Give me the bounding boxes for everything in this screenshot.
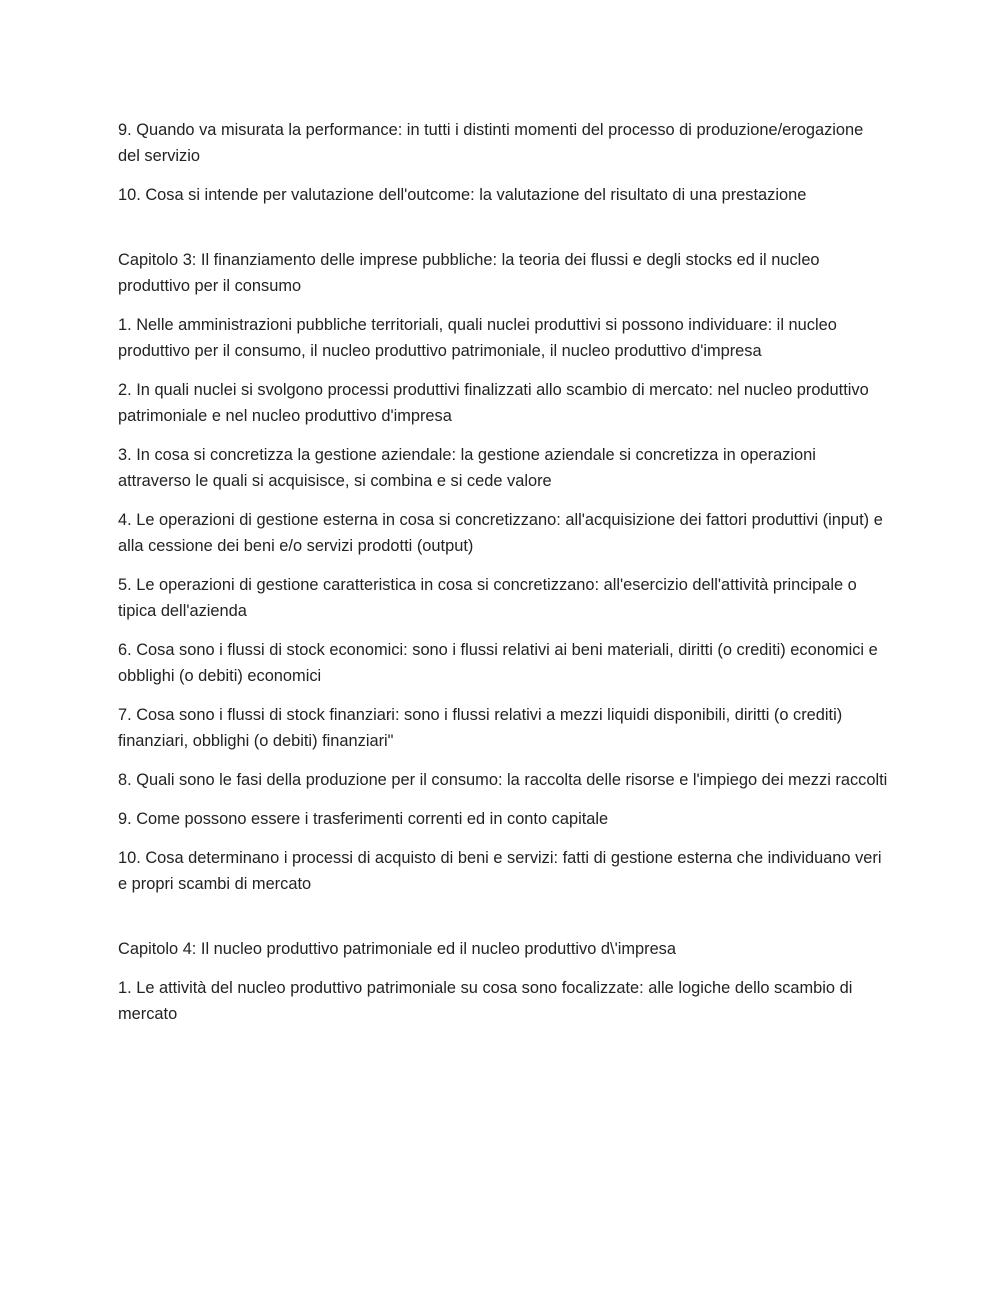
question-item: 9. Quando va misurata la performance: in tutti i distinti momenti del processo di produzione/erogazione del servizio xyxy=(118,121,864,165)
document-body xyxy=(118,117,888,1040)
question-item: 10. Cosa determinano i processi di acquisto di beni e servizi: fatti di gestione esterna che individuano veri e propri scambi di mercato xyxy=(118,849,882,893)
question-item: 10. Cosa si intende per valutazione dell'outcome: la valutazione del risultato di una prestazione xyxy=(118,186,807,204)
question-item: 5. Le operazioni di gestione caratteristica in cosa si concretizzano: all'esercizio dell'attività principale o tipica dell'azienda xyxy=(118,576,857,620)
question-item: 6. Cosa sono i flussi di stock economici: sono i flussi relativi ai beni materiali, diritti (o crediti) economici e obblighi (o debiti) economici xyxy=(118,641,878,685)
question-item: 8. Quali sono le fasi della produzione per il consumo: la raccolta delle risorse e l'impiego dei mezzi raccolti xyxy=(118,771,888,789)
chapter-3-heading: Capitolo 3: Il finanziamento delle imprese pubbliche: la teoria dei flussi e degli stocks ed il nucleo produttivo per il consumo xyxy=(118,251,820,295)
question-item: 1. Le attività del nucleo produttivo patrimoniale su cosa sono focalizzate: alle logiche dello scambio di mercato xyxy=(118,979,853,1023)
question-item: 4. Le operazioni di gestione esterna in cosa si concretizzano: all'acquisizione dei fattori produttivi (input) e alla cessione dei beni e/o servizi prodotti (output) xyxy=(118,511,883,555)
chapter-4-heading: Capitolo 4: Il nucleo produttivo patrimoniale ed il nucleo produttivo d\'impresa xyxy=(118,940,676,958)
question-item: 7. Cosa sono i flussi di stock finanziari: sono i flussi relativi a mezzi liquidi disponibili, diritti (o crediti) finanziari, obblighi (o debiti) finanziari" xyxy=(118,706,843,750)
question-item: 1. Nelle amministrazioni pubbliche territoriali, quali nuclei produttivi si possono individuare: il nucleo produttivo per il consumo, il nucleo produttivo patrimoniale, il nucleo produttivo d'impresa xyxy=(118,316,837,360)
question-item: 9. Come possono essere i trasferimenti correnti ed in conto capitale xyxy=(118,810,609,828)
question-item: 2. In quali nuclei si svolgono processi produttivi finalizzati allo scambio di mercato: nel nucleo produttivo patrimoniale e nel nucleo produttivo d'impresa xyxy=(118,381,869,425)
question-item: 3. In cosa si concretizza la gestione aziendale: la gestione aziendale si concretizza in operazioni attraverso le quali si acquisisce, si combina e si cede valore xyxy=(118,446,816,490)
